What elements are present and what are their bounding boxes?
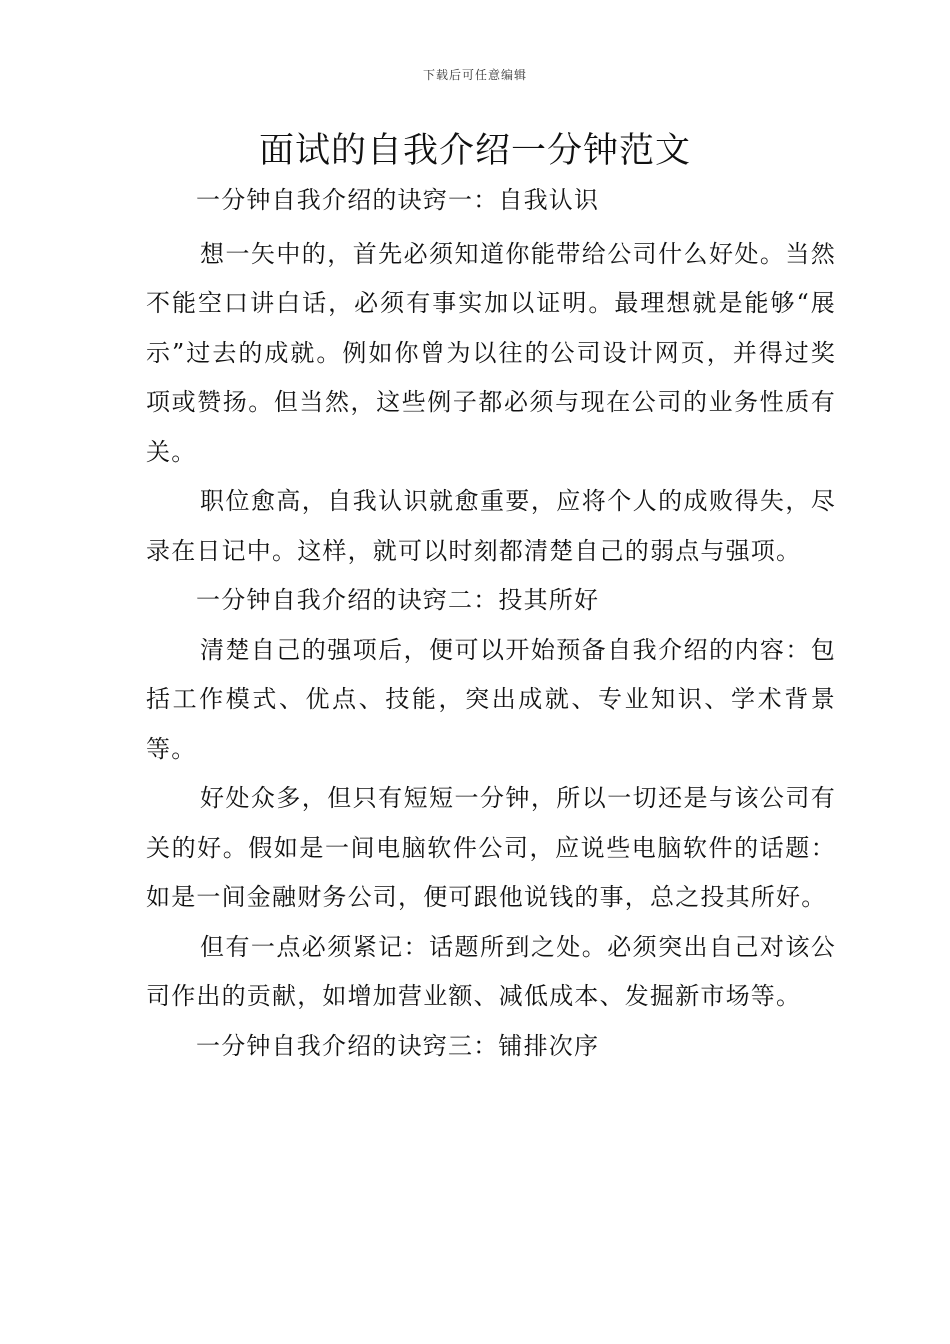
paragraph: 清楚自己的强项后，便可以开始预备自我介绍的内容：包括工作模式、优点、技能，突出成就、专业知识、学术背景等。 <box>146 635 836 763</box>
header-note: 下载后可任意编辑 <box>422 68 527 82</box>
paragraph: 但有一点必须紧记：话题所到之处。必须突出自己对该公司作出的贡献，如增加营业额、减低成本、发掘新市场等。 <box>146 932 836 1010</box>
section-heading-1: 一分钟自我介绍的诀窍一：自我认识 <box>196 186 600 214</box>
document-title: 面试的自我介绍一分钟范文 <box>258 131 691 171</box>
section-heading-3: 一分钟自我介绍的诀窍三：铺排次序 <box>196 1031 600 1060</box>
section-heading-2: 一分钟自我介绍的诀窍二：投其所好 <box>196 586 600 614</box>
document-body <box>146 176 836 1071</box>
paragraph: 想一矢中的，首先必须知道你能带给公司什么好处。当然不能空口讲白话，必须有事实加以证明。最理想就是能够“展示”过去的成就。例如你曾为以往的公司设计网页，并得过奖项或赞扬。但当然，这些例子都必须与现在公司的业务性质有关。 <box>146 239 836 466</box>
paragraph: 好处众多，但只有短短一分钟，所以一切还是与该公司有关的好。假如是一间电脑软件公司，应说些电脑软件的话题：如是一间金融财务公司，便可跟他说钱的事，总之投其所好。 <box>146 784 836 911</box>
paragraph: 职位愈高，自我认识就愈重要，应将个人的成败得失，尽录在日记中。这样，就可以时刻都清楚自己的弱点与强项。 <box>146 487 836 565</box>
